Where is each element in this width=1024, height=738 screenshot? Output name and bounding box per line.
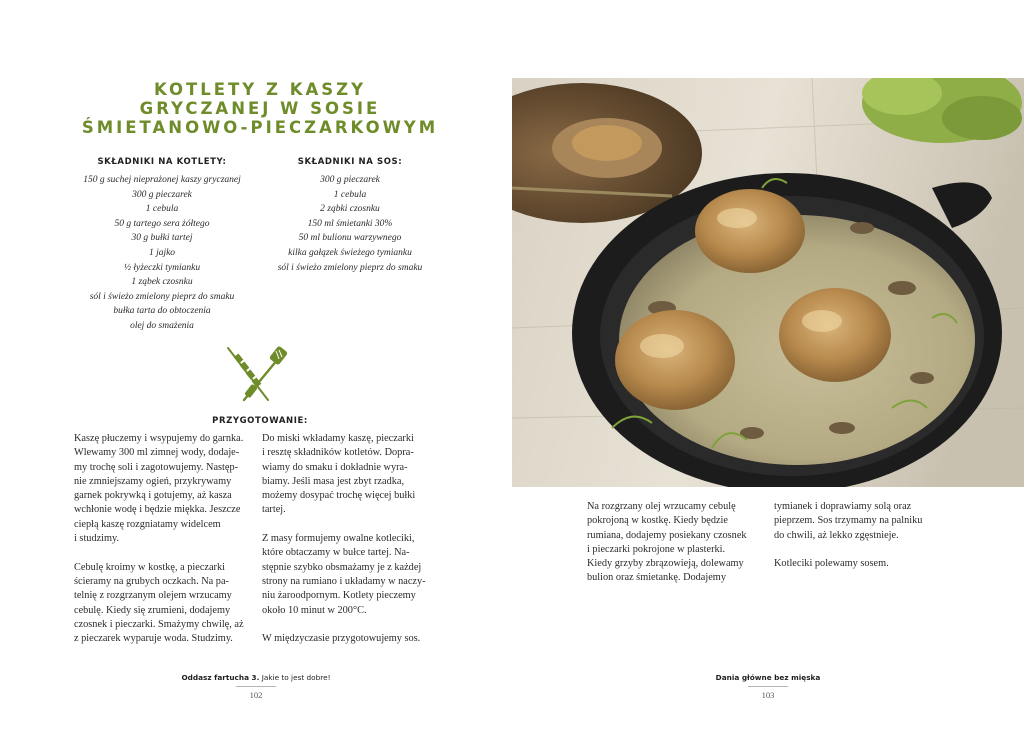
text-line: możemy dosypać trochę więcej bułki	[262, 490, 416, 502]
text-line: garnek pokrywką i gotujemy, aż kasza	[74, 490, 232, 502]
text-line: do chwili, aż lekko zgęstnieje.	[774, 529, 899, 541]
section-title: Dania główne bez mięska	[715, 673, 821, 682]
text-line: ścieramy na grubych oczkach. Na pa-	[74, 575, 229, 587]
text-line: telnię z rozgrzanym olejem wrzucamy	[74, 590, 232, 602]
ingredients-sauce-list	[250, 173, 450, 275]
paragraph	[262, 632, 442, 646]
ingredient-item: kilka gałązek świeżego tymianku	[288, 247, 412, 258]
text-line: Wlewamy 300 ml zimnej wody, dodaje-	[74, 447, 240, 459]
ingredients-cutlets-heading: SKŁADNIKI NA KOTLETY:	[97, 157, 227, 167]
ingredients-sauce-heading: SKŁADNIKI NA SOS:	[297, 157, 403, 167]
ingredient-item: 1 jajko	[148, 247, 176, 258]
footer-rule	[748, 686, 788, 687]
ingredient-item: ½ łyżeczki tymianku	[123, 262, 201, 273]
paragraph	[587, 500, 767, 586]
text-line: tartej.	[262, 504, 286, 516]
ingredient-item: 1 cebula	[333, 189, 367, 200]
prep-column-2	[262, 432, 442, 661]
text-line: które obtaczamy w bułce tartej. Na-	[262, 547, 410, 559]
ingredient-item: sól i świeżo zmielony pieprz do smaku	[89, 291, 235, 302]
text-line: i pieczarki pokrojone w plasterki.	[587, 543, 726, 555]
text-line: rumiana, dodajemy posiekany czosnek	[587, 529, 747, 541]
grill-utensils-icon	[222, 344, 292, 406]
text-line: strony na rumiano i układamy w naczy-	[262, 575, 426, 587]
title-line: GRYCZANEJ W SOSIE	[139, 99, 381, 118]
text-line: Z masy formujemy owalne kotleciki,	[262, 533, 415, 545]
text-line: W międzyczasie przygotowujemy sos.	[262, 633, 421, 645]
text-line: Kiedy grzyby zbrązowieją, dolewamy	[587, 558, 744, 570]
text-line: tymianek i doprawiamy solą oraz	[774, 501, 912, 512]
ingredient-item: 50 ml bulionu warzywnego	[298, 233, 402, 244]
book-subtitle: Jakie to jest dobre!	[261, 673, 331, 682]
paragraph	[74, 432, 254, 546]
page-number-left: 102	[249, 690, 263, 700]
ingredient-item: sól i świeżo zmielony pieprz do smaku	[277, 262, 423, 273]
ingredient-item: 300 g pieczarek	[132, 189, 192, 200]
text-line: cebulę. Kiedy się zrumieni, dodajemy	[74, 604, 231, 616]
text-line: Do miski wkładamy kaszę, pieczarki	[262, 433, 414, 444]
ingredient-item: 150 g suchej nieprażonej kaszy gryczanej	[83, 175, 241, 185]
ingredient-item: 150 ml śmietanki 30%	[307, 218, 393, 229]
text-line: pieprzem. Sos trzymamy na palniku	[774, 515, 923, 527]
text-line: z pieczarek wyparuje woda. Studzimy.	[74, 633, 233, 645]
text-line: ciepłą kaszę rozgniatamy widelcem	[74, 518, 221, 530]
paragraph	[262, 532, 442, 618]
text-line: około 10 minut w 200°C.	[262, 604, 367, 616]
text-line: bulion oraz śmietankę. Dodajemy	[587, 572, 726, 584]
text-line: czosnek i pieczarki. Smażymy chwilę, aż	[74, 618, 244, 630]
prep-column-3	[587, 500, 767, 600]
ingredient-item: 50 g tartego sera żółtego	[114, 218, 210, 229]
ingredients-cutlets-list	[62, 173, 262, 334]
ingredient-item: 1 cebula	[145, 204, 179, 215]
ingredient-item: 2 ząbki czosnku	[320, 204, 380, 215]
paragraph	[262, 432, 442, 518]
prep-column-4	[774, 500, 954, 586]
text-line: i studzimy.	[74, 533, 120, 545]
text-line: niu żaroodpornym. Kotlety pieczemy	[262, 590, 416, 602]
text-line: stępnie szybko obsmażamy je z każdej	[262, 561, 422, 573]
ingredient-item: olej do smażenia	[130, 320, 194, 331]
food-photo-cutlets-in-skillet	[512, 78, 1024, 487]
page-number-right: 103	[761, 690, 775, 700]
ingredient-item: 1 ząbek czosnku	[131, 277, 193, 288]
text-line: wiamy do smaku i dokładnie wyra-	[262, 461, 408, 473]
text-line: Cebulę kroimy w kostkę, a pieczarki	[74, 561, 225, 573]
ingredient-item: 300 g pieczarek	[320, 175, 380, 185]
text-line: wchłonie wodę i będzie miękka. Jeszcze	[74, 504, 241, 516]
prep-column-1	[74, 432, 254, 661]
book-title: Oddasz fartucha 3.	[181, 673, 260, 682]
title-line: KOTLETY Z KASZY	[153, 80, 367, 99]
text-line: Kotleciki polewamy sosem.	[774, 558, 889, 570]
ingredient-item: 30 g bułki tartej	[131, 233, 193, 244]
paragraph	[74, 561, 254, 647]
ingredient-item: bułka tarta do obtoczenia	[113, 306, 211, 317]
paragraph	[774, 500, 954, 543]
text-line: nie zmniejszamy ogień, przykrywamy	[74, 475, 232, 487]
text-line: Kaszę płuczemy i wsypujemy do garnka.	[74, 433, 244, 444]
text-line: i resztę składników kotletów. Dopra-	[262, 447, 414, 459]
text-line: my trochę soli i zagotowujemy. Następ-	[74, 461, 239, 473]
recipe-title	[40, 80, 480, 137]
footer-rule	[236, 686, 276, 687]
ingredients-sauce	[250, 157, 450, 275]
text-line: biamy. Jeśli masa jest zbyt rzadka,	[262, 475, 405, 487]
text-line: pokrojoną w kostkę. Kiedy będzie	[587, 515, 728, 527]
footer-left	[136, 673, 376, 700]
ingredients-cutlets	[62, 157, 262, 334]
footer-right	[648, 673, 888, 700]
paragraph	[774, 557, 954, 571]
title-line: ŚMIETANOWO-PIECZARKOWYM	[81, 118, 439, 137]
text-line: Na rozgrzany olej wrzucamy cebulę	[587, 501, 736, 512]
preparation-heading: PRZYGOTOWANIE:	[212, 416, 308, 426]
